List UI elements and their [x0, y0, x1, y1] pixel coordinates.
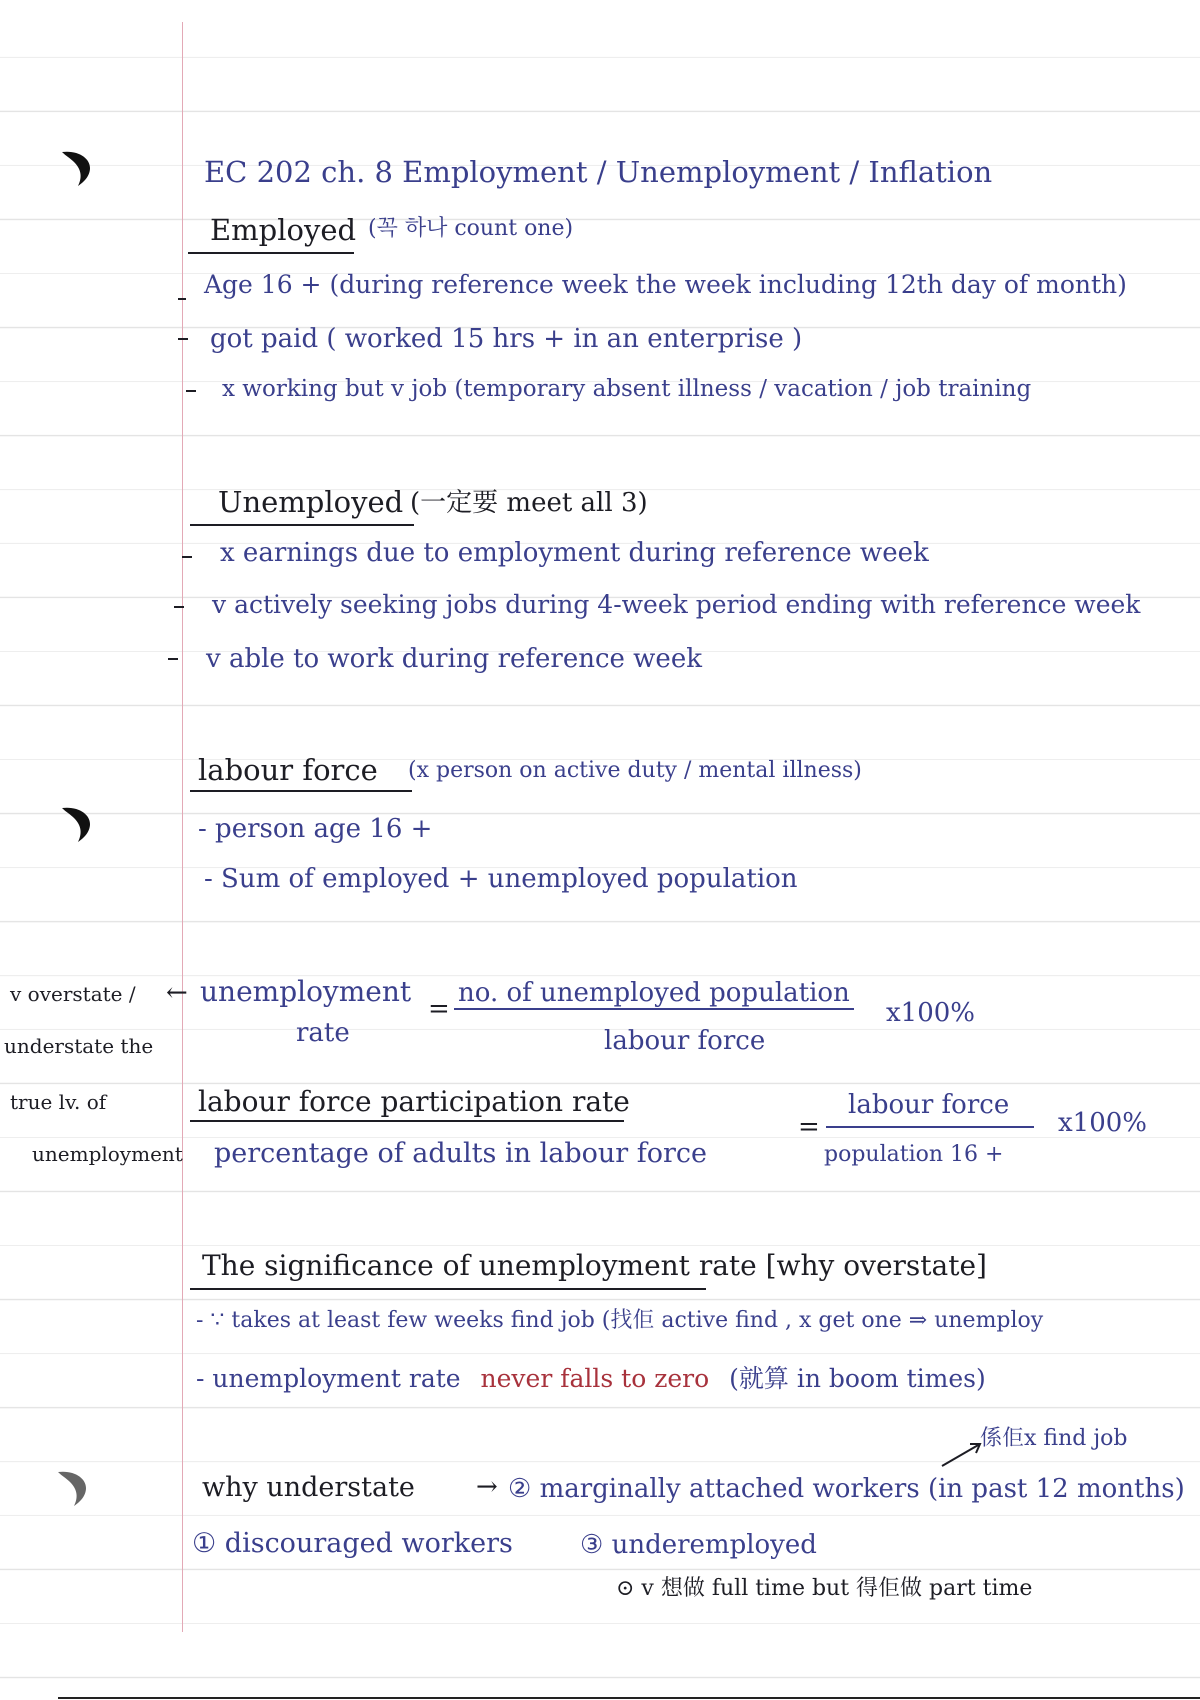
significance-heading: The significance of unemployment rate [why overstate] [202, 1249, 987, 1282]
unemployed-item: v able to work during reference week [206, 644, 702, 674]
labour-force-heading: labour force [198, 753, 378, 787]
employed-item: Age 16 + (during reference week the week including 12th day of month) [204, 270, 1127, 299]
significance-highlight: never falls to zero [480, 1364, 710, 1393]
employed-note: (꼭 하나 count one) [368, 216, 574, 241]
heading-underline [190, 1288, 706, 1290]
side-note-line: v overstate / [10, 982, 136, 1006]
fraction-numerator: labour force [848, 1090, 1010, 1120]
employed-item: x working but v job (temporary absent illness / vacation / job training [222, 376, 1032, 402]
fraction-denominator: labour force [604, 1026, 766, 1056]
understate-item: ③ underemployed [580, 1530, 817, 1560]
page-title: EC 202 ch. 8 Employment / Unemployment / Inflation [204, 155, 993, 189]
significance-item: - ∵ takes at least few weeks find job (找佢 active find , x get one ⇒ unemploy [196, 1308, 1044, 1333]
bullet-dash [174, 606, 184, 608]
fraction-denominator: population 16 + [824, 1142, 1004, 1167]
unemployed-note: (一定要 meet all 3) [410, 488, 648, 518]
binder-ring-icon [60, 804, 94, 844]
fraction-multiplier: x100% [886, 998, 975, 1028]
fraction-numerator: no. of unemployed population [458, 978, 850, 1008]
understate-item: ② marginally attached workers (in past 12 months) [508, 1474, 1185, 1504]
fraction-multiplier: x100% [1058, 1108, 1147, 1138]
bullet-dash [178, 298, 186, 300]
annotation-arrow-icon [940, 1440, 984, 1468]
side-arrow: ← [166, 978, 188, 1008]
employed-heading: Employed [210, 213, 357, 247]
side-note-line: true lv. of [10, 1090, 107, 1114]
equals-sign: = [798, 1112, 820, 1142]
significance-item-text: - unemployment rate [196, 1364, 461, 1393]
understate-annotation: 係佢x find job [980, 1426, 1128, 1451]
heading-underline [190, 1120, 624, 1122]
unemployed-item: x earnings due to employment during reference week [220, 538, 929, 568]
fraction-bar [454, 1008, 854, 1010]
bullet-dash [182, 556, 192, 558]
why-understate-label: why understate [202, 1472, 415, 1503]
understate-note: ⊙ v 想做 full time but 得佢做 part time [616, 1576, 1033, 1601]
labour-force-item: - Sum of employed + unemployed population [204, 864, 798, 894]
understate-arrow: → [476, 1472, 498, 1502]
lfpr-description: percentage of adults in labour force [214, 1138, 707, 1169]
fraction-bar [826, 1126, 1034, 1128]
significance-item-text: (就算 in boom times) [729, 1364, 986, 1393]
unemployed-item: v actively seeking jobs during 4-week period ending with reference week [212, 590, 1141, 619]
labour-force-item: - person age 16 + [198, 814, 433, 844]
binder-ring-icon [60, 148, 94, 188]
bullet-dash [178, 338, 188, 340]
page-bottom-rule [58, 1697, 1200, 1699]
significance-item [196, 1366, 986, 1391]
unemployment-rate-label: rate [296, 1018, 350, 1048]
unemployed-heading: Unemployed [218, 485, 404, 519]
labour-force-note: (x person on active duty / mental illness) [408, 758, 862, 783]
employed-item: got paid ( worked 15 hrs + in an enterprise ) [210, 324, 803, 354]
binder-ring-icon [56, 1468, 90, 1508]
equals-sign: = [428, 994, 450, 1024]
heading-underline [190, 790, 412, 792]
margin-line [182, 22, 183, 1632]
side-note-line: unemployment [32, 1142, 183, 1166]
bullet-dash [168, 658, 178, 660]
bullet-dash [186, 390, 196, 392]
heading-underline [190, 524, 414, 526]
side-note-line: understate the [4, 1034, 154, 1058]
heading-underline [188, 252, 354, 254]
lfpr-heading: labour force participation rate [198, 1085, 630, 1118]
unemployment-rate-label: unemployment [200, 975, 412, 1008]
understate-item: ① discouraged workers [192, 1528, 513, 1559]
